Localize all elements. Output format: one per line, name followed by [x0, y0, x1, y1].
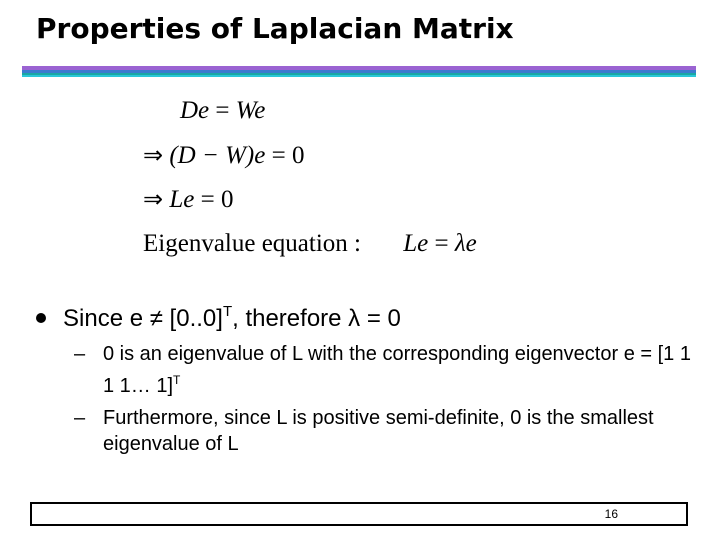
- eq4-expression: [403, 230, 477, 257]
- title-rule-cyan: [22, 75, 696, 77]
- equation-line-1: [180, 97, 265, 125]
- subpoint-1-superscript: T: [173, 373, 181, 387]
- eq4-op: =: [434, 230, 449, 257]
- eq3-rhs: 0: [220, 186, 234, 213]
- subpoint-text: [103, 341, 693, 399]
- eq3-op: =: [200, 186, 215, 213]
- implies-arrow-icon: ⇒: [143, 187, 164, 213]
- bullet-text: [63, 303, 401, 333]
- bullet-text-after: , therefore λ = 0: [232, 305, 401, 332]
- bullet-text-before: Since e ≠ [0..0]: [63, 305, 223, 332]
- eq2-lhs: (D − W)e: [169, 142, 266, 169]
- footer-box: [30, 502, 688, 526]
- subpoint-1-text: 0 is an eigenvalue of L with the corresponding eigenvector e = [1 1 1 1… 1]: [103, 343, 691, 397]
- equation-line-3: [143, 185, 233, 214]
- eq4-lhs: Le: [403, 230, 429, 257]
- slide-title: Properties of Laplacian Matrix: [36, 12, 514, 45]
- eigenvalue-equation-label: Eigenvalue equation :: [143, 230, 361, 257]
- eq1-lhs: De: [180, 97, 210, 124]
- eq3-lhs: Le: [169, 186, 195, 213]
- implies-arrow-icon: ⇒: [143, 143, 164, 169]
- equation-line-4: [143, 230, 477, 258]
- equation-line-2: [143, 141, 304, 170]
- dash-icon: –: [74, 407, 86, 429]
- eq2-op: =: [271, 142, 286, 169]
- eq2-rhs: 0: [291, 142, 305, 169]
- bullet-superscript: T: [222, 303, 233, 320]
- subpoint-2-text: Furthermore, since L is positive semi-definite, 0 is the smallest eigenvalue of L: [103, 407, 654, 455]
- bullet-dot-icon: [36, 313, 46, 323]
- eq1-rhs: We: [235, 97, 266, 124]
- page-number: 16: [604, 507, 618, 521]
- eq4-rhs: λe: [454, 230, 477, 257]
- dash-icon: –: [74, 343, 86, 365]
- eq1-op: =: [215, 97, 230, 124]
